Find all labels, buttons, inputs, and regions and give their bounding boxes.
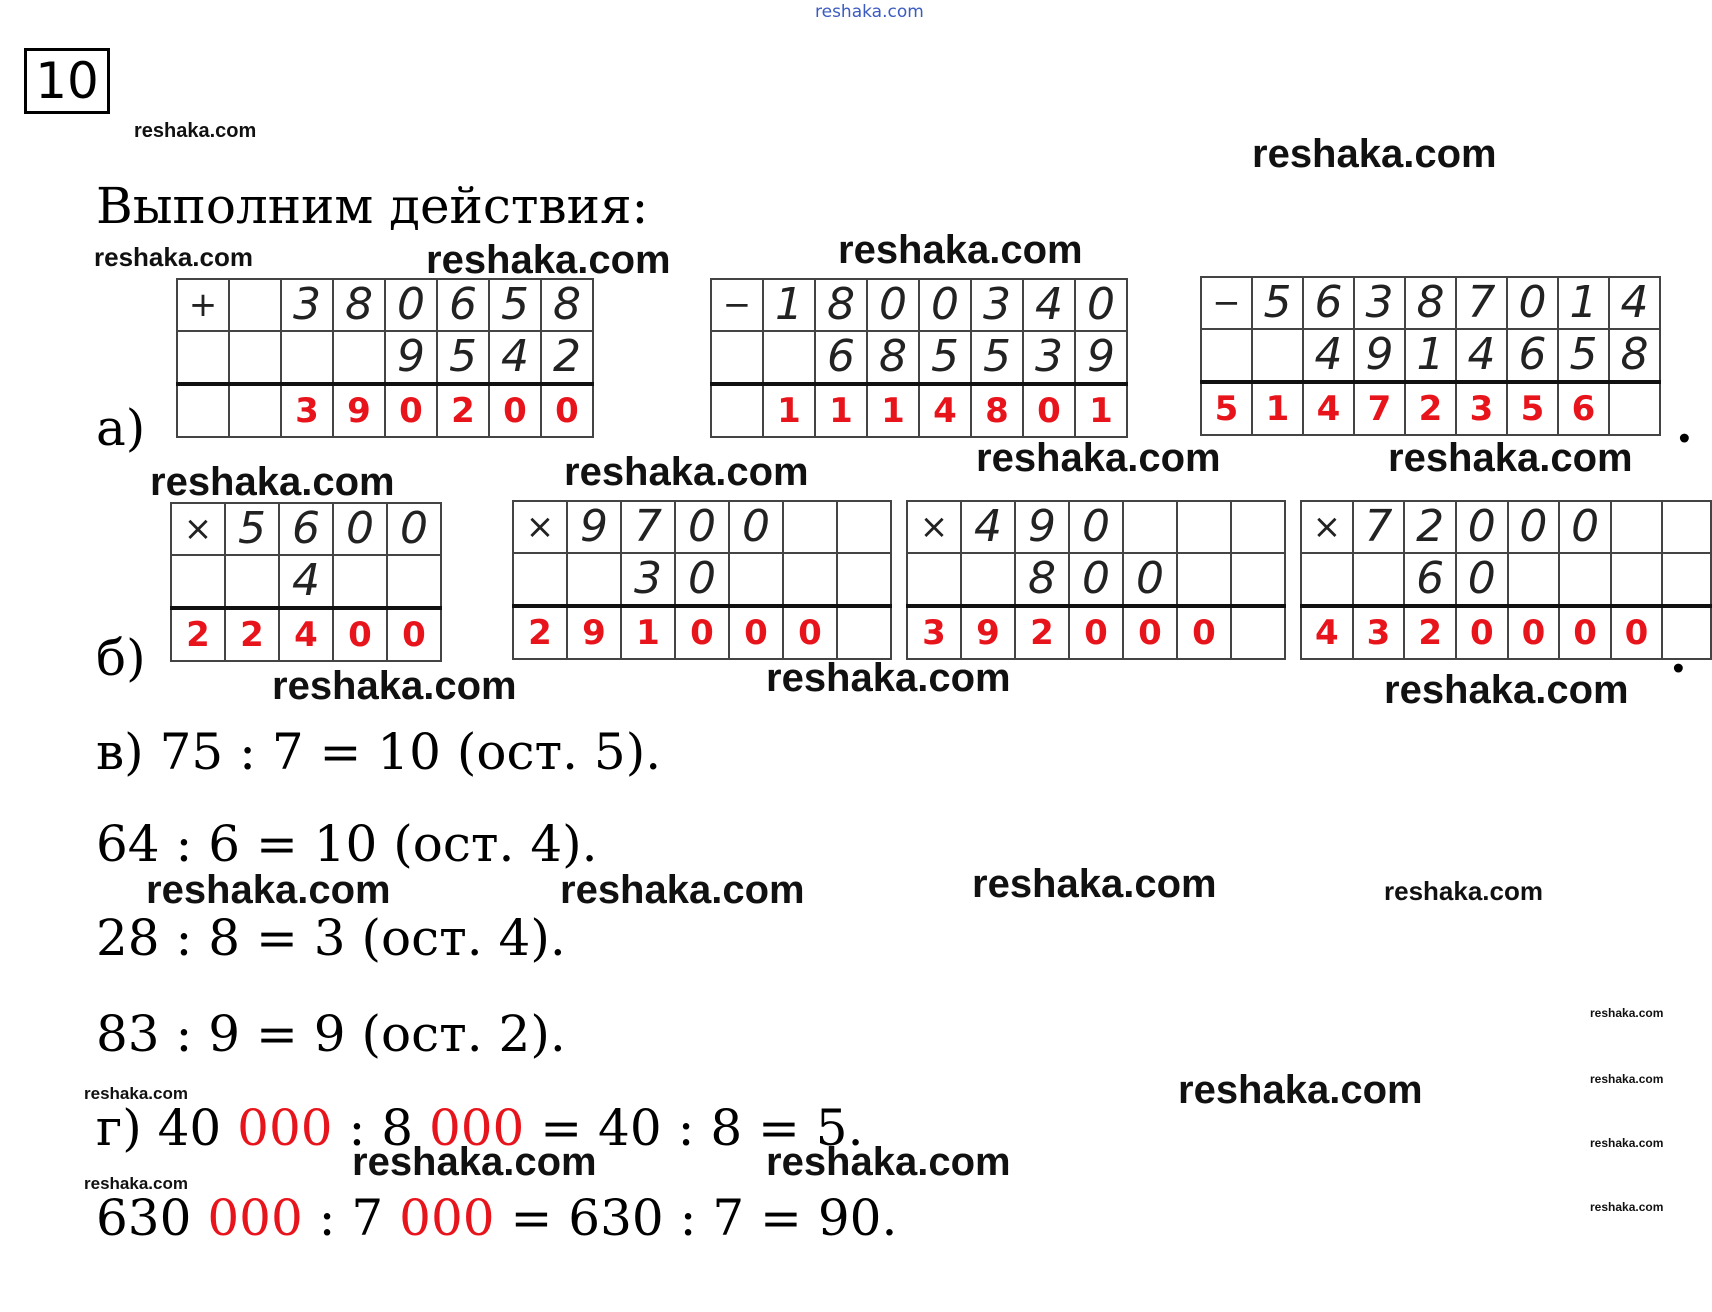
watermark: reshaka.com [94, 242, 253, 272]
digit [763, 331, 815, 384]
digit: 0 [333, 503, 387, 555]
result-digit: 9 [567, 606, 621, 659]
result-row [177, 384, 593, 437]
operand-row [1201, 277, 1660, 329]
watermark: reshaka.com [838, 228, 1083, 272]
digit: 8 [1015, 553, 1069, 606]
digit [1177, 553, 1231, 606]
result-digit: 6 [1558, 382, 1609, 435]
operand-row [711, 279, 1127, 331]
operand-row [1301, 501, 1711, 553]
digit [1177, 501, 1231, 553]
watermark: reshaka.com [560, 868, 805, 912]
digit: 2 [1404, 501, 1456, 553]
period-mark: . [1676, 398, 1693, 454]
result-digit: 1 [867, 384, 919, 437]
watermark: reshaka.com [84, 1084, 188, 1103]
operand-row [177, 331, 593, 384]
result-digit: 3 [907, 606, 961, 659]
result-digit: 0 [1559, 606, 1611, 659]
digit: 0 [1069, 501, 1123, 553]
digit: 8 [1405, 277, 1456, 329]
column-calc-multiplication-3 [906, 500, 1286, 660]
digit: 1 [763, 279, 815, 331]
digit: 0 [867, 279, 919, 331]
digit [1123, 501, 1177, 553]
digit [783, 501, 837, 553]
result-digit: 1 [763, 384, 815, 437]
result-row [1201, 382, 1660, 435]
result-digit: 0 [675, 606, 729, 659]
operand-row [177, 279, 593, 331]
watermark: reshaka.com [1590, 1006, 1664, 1020]
result-row [907, 606, 1285, 659]
result-digit: 0 [1023, 384, 1075, 437]
result-row [513, 606, 891, 659]
column-calc-multiplication-2 [512, 500, 892, 660]
result-digit: 1 [621, 606, 675, 659]
digit: 5 [489, 279, 541, 331]
digit [729, 553, 783, 606]
digit: 7 [1353, 501, 1405, 553]
digit: 5 [1558, 329, 1609, 382]
watermark: reshaka.com [976, 436, 1221, 480]
operand-row [513, 501, 891, 553]
digit: 0 [675, 501, 729, 553]
digit: 8 [541, 279, 593, 331]
digit: 6 [1507, 329, 1558, 382]
result-digit: 2 [1405, 382, 1456, 435]
watermark: reshaka.com [1384, 668, 1629, 712]
column-calc-subtraction-1 [710, 278, 1128, 438]
digit: 9 [1075, 331, 1127, 384]
digit [1231, 553, 1285, 606]
digit [711, 331, 763, 384]
digit [513, 553, 567, 606]
digit: 4 [1023, 279, 1075, 331]
result-digit: 3 [1456, 382, 1507, 435]
result-digit: 0 [1508, 606, 1560, 659]
digit [229, 279, 281, 331]
watermark: reshaka.com [1590, 1136, 1664, 1150]
equation-text: 75 : 7 = 10 (ост. 5). [159, 723, 662, 781]
operand-row [907, 553, 1285, 606]
digit: 3 [971, 279, 1023, 331]
equation-g-2 [96, 1188, 897, 1248]
watermark-top: reshaka.com [815, 2, 924, 22]
cancelled-zeros: 000 [399, 1189, 495, 1247]
result-digit: 0 [385, 384, 437, 437]
digit [1508, 553, 1560, 606]
digit: 2 [541, 331, 593, 384]
result-digit: 0 [489, 384, 541, 437]
operand-row [171, 555, 441, 608]
digit: 0 [1069, 553, 1123, 606]
equation-v-4: 83 : 9 = 9 (ост. 2). [96, 1005, 566, 1063]
operand-row [711, 331, 1127, 384]
result-digit: 2 [437, 384, 489, 437]
watermark: reshaka.com [1590, 1072, 1664, 1086]
result-digit: 5 [1507, 382, 1558, 435]
digit: 8 [867, 331, 919, 384]
watermark: reshaka.com [766, 656, 1011, 700]
watermark: reshaka.com [1388, 436, 1633, 480]
digit [567, 553, 621, 606]
column-calc-subtraction-2 [1200, 276, 1661, 436]
watermark: reshaka.com [1252, 132, 1497, 176]
result-digit: 0 [333, 608, 387, 661]
operator-sign: + [177, 279, 229, 331]
result-digit: 0 [387, 608, 441, 661]
result-digit [711, 384, 763, 437]
operator-sign: − [1201, 277, 1252, 329]
equation-text: = 630 : 7 = 90. [494, 1189, 898, 1247]
cancelled-zeros: 000 [428, 1099, 525, 1157]
digit [333, 331, 385, 384]
digit [1353, 553, 1405, 606]
part-v-label: в) [96, 723, 144, 781]
result-row [1301, 606, 1711, 659]
operator-sign: × [1301, 501, 1353, 553]
result-digit: 9 [333, 384, 385, 437]
digit: 6 [815, 331, 867, 384]
watermark: reshaka.com [1178, 1068, 1423, 1112]
digit [171, 555, 225, 608]
watermark: reshaka.com [1384, 876, 1543, 906]
watermark: reshaka.com [1590, 1200, 1664, 1214]
digit: 3 [621, 553, 675, 606]
cancelled-zeros: 000 [237, 1099, 333, 1157]
digit: 0 [1123, 553, 1177, 606]
digit: 8 [333, 279, 385, 331]
digit: 3 [1354, 277, 1405, 329]
digit [1662, 501, 1711, 553]
watermark: reshaka.com [146, 868, 391, 912]
result-digit [1231, 606, 1285, 659]
watermark: reshaka.com [426, 238, 671, 282]
period-mark: . [1670, 628, 1687, 684]
result-digit: 0 [1123, 606, 1177, 659]
digit: 9 [567, 501, 621, 553]
watermark: reshaka.com [84, 1174, 188, 1193]
digit: 0 [1507, 277, 1558, 329]
digit: 9 [1354, 329, 1405, 382]
digit: 5 [437, 331, 489, 384]
result-digit: 0 [783, 606, 837, 659]
result-digit: 4 [919, 384, 971, 437]
result-digit: 0 [1456, 606, 1508, 659]
result-row [711, 384, 1127, 437]
digit: 0 [385, 279, 437, 331]
result-row [171, 608, 441, 661]
result-digit: 1 [1252, 382, 1303, 435]
digit: 0 [729, 501, 783, 553]
digit: 0 [1508, 501, 1560, 553]
digit: 7 [621, 501, 675, 553]
digit [281, 331, 333, 384]
number: 630 [96, 1189, 192, 1247]
watermark: reshaka.com [766, 1140, 1011, 1184]
result-digit: 4 [279, 608, 333, 661]
digit [229, 331, 281, 384]
digit: 0 [387, 503, 441, 555]
heading: Выполним действия: [96, 177, 649, 235]
digit [1662, 553, 1711, 606]
digit: 0 [919, 279, 971, 331]
watermark: reshaka.com [272, 664, 517, 708]
digit: 9 [1015, 501, 1069, 553]
digit [333, 555, 387, 608]
result-digit: 1 [1075, 384, 1127, 437]
digit: 9 [385, 331, 437, 384]
operand-row [1201, 329, 1660, 382]
result-digit: 9 [961, 606, 1015, 659]
watermark: reshaka.com [564, 450, 809, 494]
equation-text: = 40 : 8 = 5. [524, 1099, 864, 1157]
digit [907, 553, 961, 606]
result-digit: 2 [1404, 606, 1456, 659]
digit [1301, 553, 1353, 606]
operator-sign: × [171, 503, 225, 555]
digit: 3 [281, 279, 333, 331]
digit: 4 [279, 555, 333, 608]
operand-row [171, 503, 441, 555]
digit: 1 [1405, 329, 1456, 382]
digit [1611, 553, 1662, 606]
digit [961, 553, 1015, 606]
result-digit [177, 384, 229, 437]
result-digit: 2 [171, 608, 225, 661]
digit: 5 [225, 503, 279, 555]
digit: 0 [1456, 553, 1508, 606]
equation-v-3: 28 : 8 = 3 (ост. 4). [96, 909, 566, 967]
result-digit: 5 [1201, 382, 1252, 435]
digit: 5 [1252, 277, 1303, 329]
number: : 7 [302, 1189, 384, 1247]
result-digit: 4 [1301, 606, 1353, 659]
digit: 7 [1456, 277, 1507, 329]
digit: 4 [1303, 329, 1354, 382]
part-b-label: б) [96, 629, 146, 687]
digit: 6 [1303, 277, 1354, 329]
equation-v-1 [96, 722, 661, 782]
result-digit [229, 384, 281, 437]
digit: 6 [279, 503, 333, 555]
watermark: reshaka.com [972, 862, 1217, 906]
operand-row [513, 553, 891, 606]
task-number: 10 [24, 48, 110, 114]
digit [783, 553, 837, 606]
result-digit: 0 [1177, 606, 1231, 659]
result-digit: 0 [541, 384, 593, 437]
result-digit: 0 [1611, 606, 1662, 659]
result-digit: 0 [729, 606, 783, 659]
digit [1559, 553, 1611, 606]
cancelled-zeros: 000 [207, 1189, 303, 1247]
number: : 8 [332, 1099, 414, 1157]
digit [1611, 501, 1662, 553]
result-digit [1609, 382, 1660, 435]
part-g-label: г) [96, 1099, 142, 1157]
watermark: reshaka.com [134, 120, 257, 142]
result-digit: 2 [1015, 606, 1069, 659]
digit: 4 [489, 331, 541, 384]
operator-sign: × [513, 501, 567, 553]
result-digit [837, 606, 891, 659]
digit: 0 [1559, 501, 1611, 553]
digit: 0 [675, 553, 729, 606]
digit: 4 [961, 501, 1015, 553]
result-digit: 4 [1303, 382, 1354, 435]
digit: 0 [1456, 501, 1508, 553]
result-digit: 7 [1354, 382, 1405, 435]
digit [387, 555, 441, 608]
result-digit: 8 [971, 384, 1023, 437]
digit: 8 [1609, 329, 1660, 382]
number: 40 [157, 1099, 222, 1157]
digit: 8 [815, 279, 867, 331]
digit [837, 501, 891, 553]
operand-row [1301, 553, 1711, 606]
operator-sign: × [907, 501, 961, 553]
digit: 4 [1456, 329, 1507, 382]
digit: 3 [1023, 331, 1075, 384]
column-calc-multiplication-4 [1300, 500, 1712, 660]
digit [1252, 329, 1303, 382]
watermark: reshaka.com [352, 1140, 597, 1184]
watermark: reshaka.com [150, 460, 395, 504]
digit [1201, 329, 1252, 382]
part-a-label: а) [96, 399, 146, 457]
operand-row [907, 501, 1285, 553]
digit [225, 555, 279, 608]
equation-g-1 [96, 1098, 864, 1158]
result-digit: 3 [281, 384, 333, 437]
digit [1231, 501, 1285, 553]
result-digit: 1 [815, 384, 867, 437]
digit: 0 [1075, 279, 1127, 331]
digit [837, 553, 891, 606]
digit: 5 [971, 331, 1023, 384]
column-calc-multiplication-1 [170, 502, 442, 662]
equation-v-2: 64 : 6 = 10 (ост. 4). [96, 815, 598, 873]
digit: 1 [1558, 277, 1609, 329]
operator-sign: − [711, 279, 763, 331]
digit [177, 331, 229, 384]
digit: 5 [919, 331, 971, 384]
result-digit: 3 [1353, 606, 1405, 659]
column-calc-addition [176, 278, 594, 438]
result-digit: 2 [225, 608, 279, 661]
digit: 6 [437, 279, 489, 331]
result-digit: 0 [1069, 606, 1123, 659]
digit: 6 [1404, 553, 1456, 606]
digit: 4 [1609, 277, 1660, 329]
result-digit: 2 [513, 606, 567, 659]
